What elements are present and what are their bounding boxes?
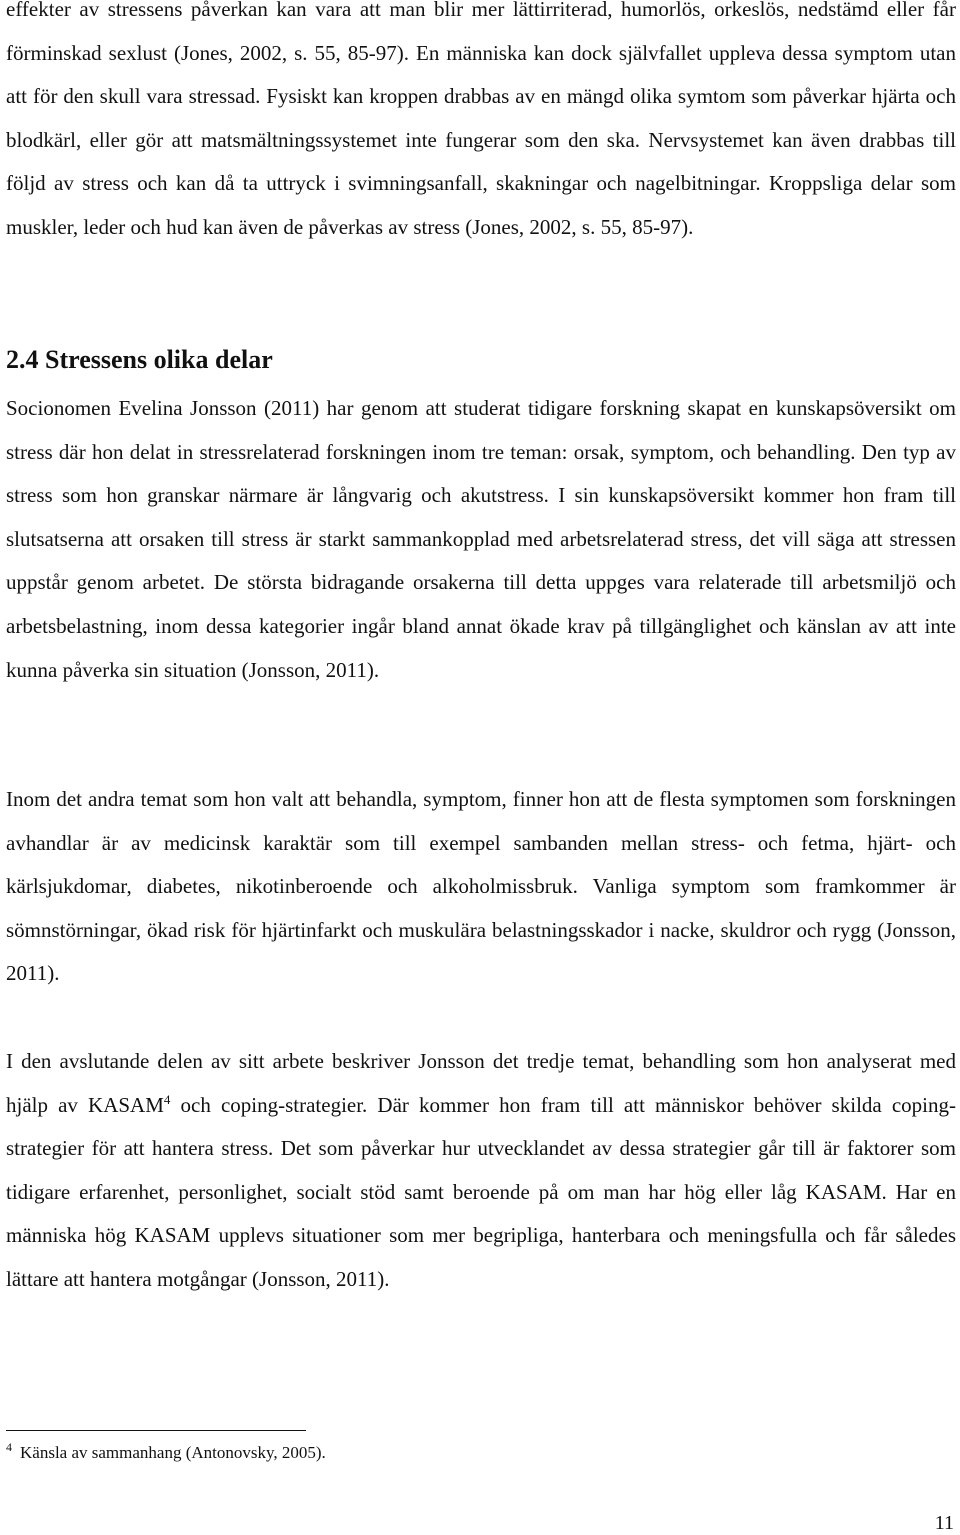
section-heading: 2.4 Stressens olika delar [6,345,273,374]
footnote-number: 4 [6,1440,12,1455]
paragraph-treatment [6,1040,956,1302]
footnote [6,1441,326,1465]
paragraph-text-after-note: och coping-strategier. Där kommer hon fram till att människor behöver skilda coping-strategier för att hantera stress. Det som påverkar hur utvecklandet av dessa strategier går till är faktorer som tidigare erfarenhet, personlighet, socialt stöd samt beroende på om man har hög eller låg KASAM. Har en människa hög KASAM upplevs situationer som mer begripliga, hanterbara och meningsfulla och får således lättare att hantera motgångar (Jonsson, 2011). [6,1092,956,1291]
page-number: 11 [934,1512,954,1534]
paragraph-jonsson-overview: Socionomen Evelina Jonsson (2011) har genom att studerat tidigare forskning skapat en kunskapsöversikt om stress där hon delat in stressrelaterad forskningen inom tre teman: orsak, symptom, och behandling. Den typ av stress som hon granskar närmare är långvarig och akutstress. I sin kunskapsöversikt kommer hon fram till slutsatserna att orsaken till stress är starkt sammankopplad med arbetsrelaterad stress, det vill säga att stressen uppstår genom arbetet. De största bidragande orsakerna till detta uppges vara relaterade till arbetsmiljö och arbetsbelastning, inom dessa kategorier ingår bland annat ökade krav på tillgänglighet och känslan av att inte kunna påverka sin situation (Jonsson, 2011). [6,396,956,682]
footnote-divider [6,1430,306,1431]
paragraph-stress-effects: effekter av stressens påverkan kan vara att man blir mer lättirriterad, humorlös, orkeslös, nedstämd eller får förminskad sexlust (Jones, 2002, s. 55, 85-97). En människa kan dock självfallet uppleva dessa symptom utan att för den skull vara stressad. Fysiskt kan kroppen drabbas av en mängd olika symtom som påverkar hjärta och blodkärl, eller gör att matsmältningssystemet inte fungerar som den ska. Nervsystemet kan även drabbas till följd av stress och kan då ta uttryck i svimningsanfall, skakningar och nagelbitningar. Kroppsliga delar som muskler, leder och hud kan även de påverkas av stress (Jones, 2002, s. 55, 85-97). [6,0,956,239]
footnote-text: Känsla av sammanhang (Antonovsky, 2005). [20,1443,326,1462]
paragraph-text-before-note: I den avslutande delen av sitt arbete beskriver Jonsson det tredje temat, behandling som hon analyserat med hjälp av KASAM [6,1049,956,1117]
paragraph-symptoms: Inom det andra temat som hon valt att behandla, symptom, finner hon att de flesta symptomen som forskningen avhandlar är av medicinsk karaktär som till exempel sambanden mellan stress- och fetma, hjärt- och kärlsjukdomar, diabetes, nikotinberoende och alkoholmissbruk. Vanliga symptom som framkommer är sömnstörningar, ökad risk för hjärtinfarkt och muskulära belastningsskador i nacke, skuldror och rygg (Jonsson, 2011). [6,787,956,986]
footnote-reference: 4 [163,1091,171,1107]
